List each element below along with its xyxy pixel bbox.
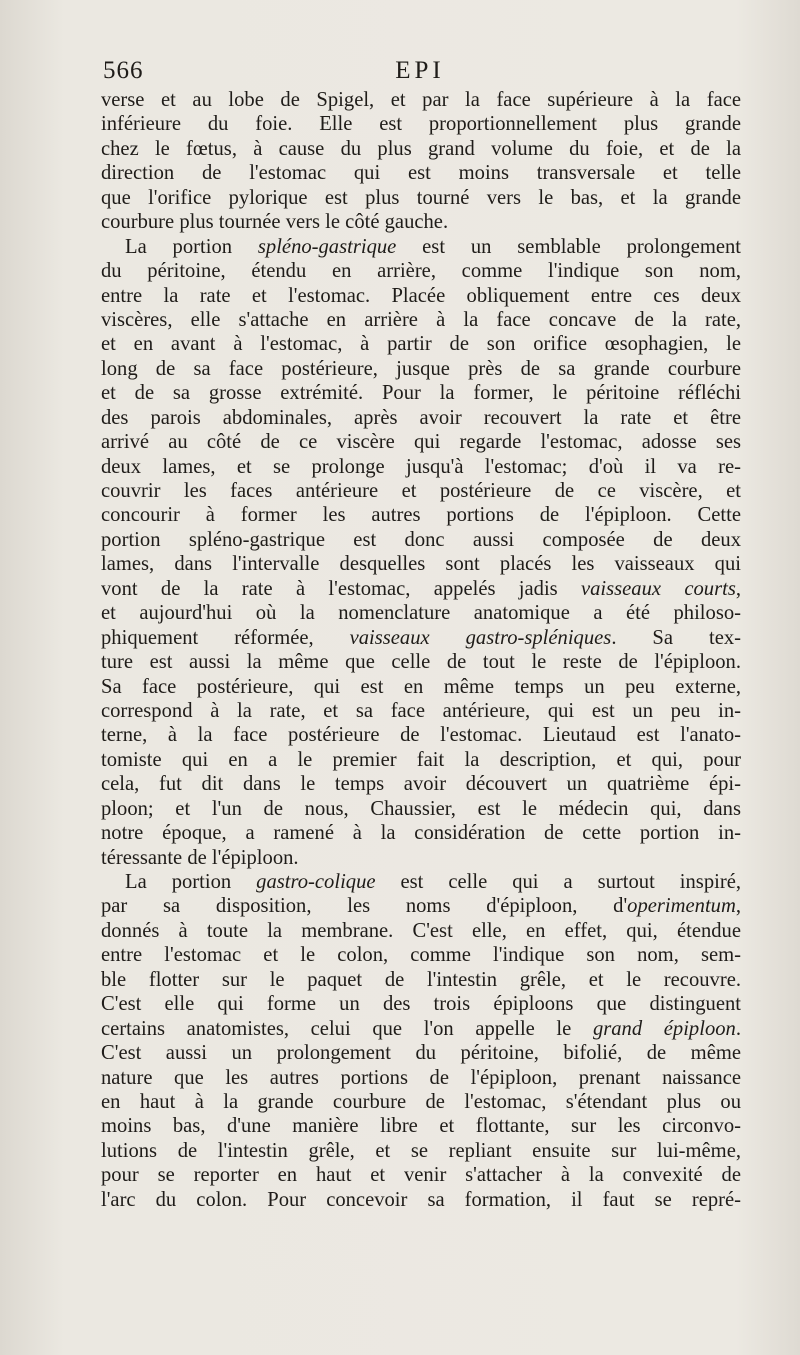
text-line: et aujourd'hui où la nomenclature anatomique a été philoso-	[101, 602, 741, 625]
text-line: ture est aussi la même que celle de tout le reste de l'épiploon.	[101, 651, 741, 674]
text-line: pour se reporter en haut et venir s'attacher à la convexité de	[101, 1164, 741, 1187]
text-line: lutions de l'intestin grêle, et se repliant ensuite sur lui-même,	[101, 1139, 741, 1162]
text-line: courbure plus tournée vers le côté gauche.	[101, 211, 449, 234]
text-line: terne, à la face postérieure de l'estomac. Lieutaud est l'anato-	[101, 724, 741, 747]
text-line: arrivé au côté de ce viscère qui regarde l'estomac, adosse ses	[101, 431, 741, 454]
text-line: lames, dans l'intervalle desquelles sont placés les vaisseaux qui	[101, 553, 741, 576]
text-line: inférieure du foie. Elle est proportionnellement plus grande	[101, 113, 741, 136]
text-line: Sa face postérieure, qui est en même temps un peu externe,	[101, 675, 741, 698]
text-line: moins bas, d'une manière libre et flottante, sur les circonvo-	[101, 1115, 741, 1138]
page-number: 566	[103, 57, 144, 84]
text-line: entre la rate et l'estomac. Placée obliquement entre ces deux	[101, 284, 741, 307]
text-line: verse et au lobe de Spigel, et par la face supérieure à la face	[101, 89, 741, 111]
text-line: et de sa grosse extrémité. Pour la former, le péritoine réfléchi	[101, 382, 741, 405]
text-line: entre l'estomac et le colon, comme l'indique son nom, sem-	[101, 944, 741, 967]
text-line: notre époque, a ramené à la considération de cette portion in-	[101, 822, 741, 845]
text-line: deux lames, et se prolonge jusqu'à l'estomac; d'où il va re-	[101, 455, 741, 478]
text-line: viscères, elle s'attache en arrière à la face concave de la rate,	[101, 308, 741, 331]
text-line: des parois abdominales, après avoir recouvert la rate et être	[101, 406, 741, 429]
page-header	[100, 56, 740, 86]
text-line: concourir à former les autres portions de l'épiploon. Cette	[101, 504, 741, 527]
text-line: ble flotter sur le paquet de l'intestin grêle, et le recouvre.	[101, 968, 741, 991]
text-line: du péritoine, étendu en arrière, comme l'indique son nom,	[101, 260, 741, 283]
text-line: C'est aussi un prolongement du péritoine, bifolié, de même	[101, 1042, 741, 1065]
text-line: La portion gastro-colique est celle qui a surtout inspiré,	[125, 871, 741, 893]
text-line: ploon; et l'un de nous, Chaussier, est le médecin qui, dans	[101, 797, 741, 820]
paragraph	[101, 870, 741, 1212]
text-line: direction de l'estomac qui est moins transversale et telle	[101, 162, 741, 185]
text-line: long de sa face postérieure, jusque près de sa grande courbure	[101, 357, 741, 380]
text-line: portion spléno-gastrique est donc aussi composée de deux	[101, 528, 741, 551]
text-line: C'est elle qui forme un des trois épiploons que distinguent	[101, 993, 741, 1016]
text-line: nature que les autres portions de l'épiploon, prenant naissance	[101, 1066, 741, 1089]
text-line: l'arc du colon. Pour concevoir sa formation, il faut se repré-	[101, 1188, 741, 1211]
text-line: tomiste qui en a le premier fait la description, et qui, pour	[101, 748, 741, 771]
text-line: La portion spléno-gastrique est un semblable prolongement	[125, 235, 741, 258]
text-line: couvrir les faces antérieure et postérieure de ce viscère, et	[101, 480, 741, 502]
text-line: et en avant à l'estomac, à partir de son orifice œsophagien, le	[101, 333, 741, 356]
text-line: par sa disposition, les noms d'épiploon, d'operimentum,	[101, 895, 741, 918]
body-text	[101, 88, 741, 1212]
text-line: en haut à la grande courbure de l'estomac, s'étendant plus ou	[101, 1090, 741, 1113]
text-line: que l'orifice pylorique est plus tourné vers le bas, et la grande	[101, 186, 741, 209]
text-line: vont de la rate à l'estomac, appelés jadis vaisseaux courts,	[101, 577, 741, 600]
text-line: cela, fut dit dans le temps avoir découvert un quatrième épi-	[101, 773, 741, 796]
paragraph	[101, 235, 741, 870]
text-line: donnés à toute la membrane. C'est elle, en effet, qui, étendue	[101, 919, 741, 942]
text-line: certains anatomistes, celui que l'on appelle le grand épiploon.	[101, 1017, 741, 1040]
text-line: phiquement réformée, vaisseaux gastro-spléniques. Sa tex-	[101, 626, 741, 649]
paragraph	[101, 88, 741, 235]
text-line: correspond à la rate, et sa face antérieure, qui est un peu in-	[101, 699, 741, 722]
text-line: chez le fœtus, à cause du plus grand volume du foie, et de la	[101, 137, 741, 160]
running-title: EPI	[395, 57, 445, 84]
text-line: téressante de l'épiploon.	[101, 846, 299, 869]
